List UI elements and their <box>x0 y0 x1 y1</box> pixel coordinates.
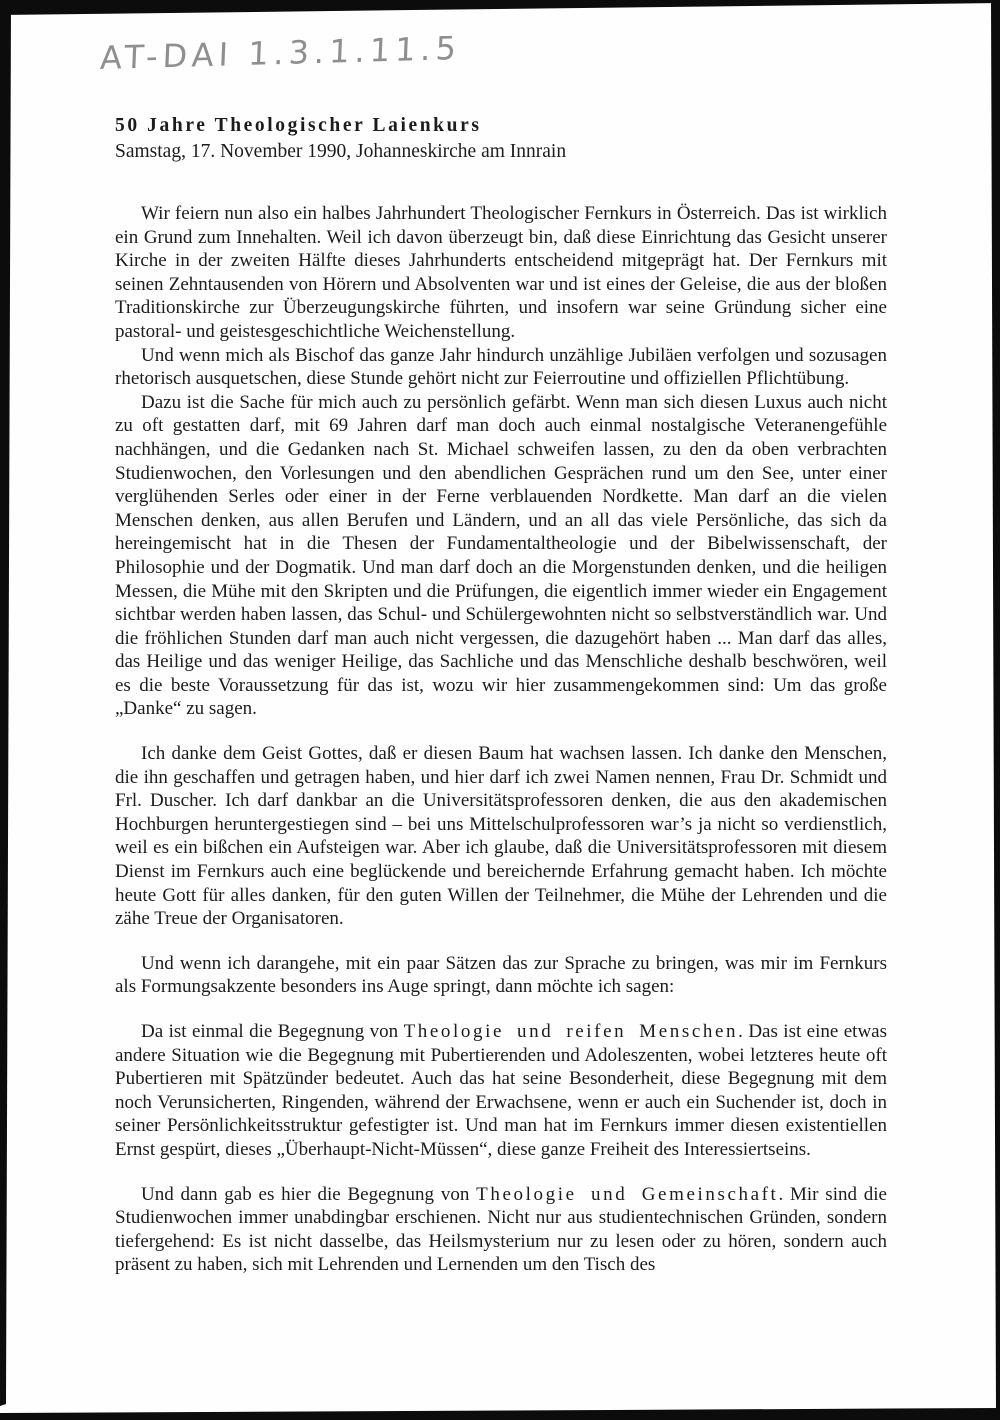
paragraph-wir-feiern: Wir feiern nun also ein halbes Jahrhundert Theologischer Fernkurs in Österreich. Das ist wirklich ein Grund zum Innehalten. Weil ich davon überzeugt bin, daß diese Einrichtung das Gesicht unserer Kirche in der zweiten Hälfte dieses Jahrhunderts entscheidend mitgeprägt hat. Der Fernkurs mit seinen Zehntausenden von Hörern und Absolventen war und ist eines der Geleise, die aus der bloßen Traditionskirche zur Überzeugungskirche führten, und insofern war seine Gründung sicher eine pastoral- und geistesgeschichtliche Weichenstellung. <box>115 203 887 342</box>
document-content <box>115 113 887 1277</box>
scan-border-left <box>0 0 11 1406</box>
paragraph-text-segment: . Mir sind die Studienwochen immer unabdingbar erschienen. Nicht nur aus studientechnischen Gründen, sondern tiefergehend: Es ist nicht dasselbe, das Heilsmysterium nur zu lesen oder zu hören, sondern auch präsent zu haben, sich mit Lehrenden und Lernenden um den Tisch des <box>115 1183 887 1276</box>
document-subtitle: Samstag, 17. November 1990, Johanneskirche am Innrain <box>115 141 567 162</box>
archive-reference-handwriting: AT-DAI 1.3.1.11.5 <box>99 28 462 78</box>
paragraph-text-segment: Und dann gab es hier die Begegnung von <box>141 1183 477 1205</box>
document-title: 50 Jahre Theologischer Laienkurs <box>115 115 482 136</box>
emphasized-spaced-text: Theologie und Gemeinschaft <box>476 1183 779 1205</box>
scan-border-top <box>0 0 1000 15</box>
document-header <box>115 113 887 165</box>
paragraph-theologie-gemeinschaft <box>115 1183 887 1277</box>
scan-border-right <box>991 0 1000 1414</box>
paragraph-text-segment: Da ist einmal die Begegnung von <box>141 1021 404 1042</box>
paragraph-persoenlich-gefaerbt: Dazu ist die Sache für mich auch zu persönlich gefärbt. Wenn man sich diesen Luxus auch nicht zu oft gestatten darf, mit 69 Jahren darf man doch auch einmal nostalgische Veteranengefühle nachhängen, und die Gedanken nach St. Michael schweifen lassen, zu den da oben verbrachten Studienwochen, den Vorlesungen und den abendlichen Gesprächen rund um den See, unter einer verglühenden Serles oder einer in der Ferne verblauenden Nordkette. Man darf an die vielen Menschen denken, aus allen Berufen und Ländern, und an all das viele Persönliche, das sich da hereingemischt hat in die Thesen der Fundamentaltheologie und der Bibelwissenschaft, der Philosophie und der Dogmatik. Und man darf doch an die Morgenstunden denken, und die heiligen Messen, die Mühe mit den Skripten und die Prüfungen, die eigentlich immer wieder ein Engagement sichtbar werden haben lassen, das Schul- und Schülergewohnten nicht so selbstverständlich war. Und die fröhlichen Stunden darf man auch nicht vergessen, die dazugehört haben ... Man darf das alles, das Heilige und das weniger Heilige, das Sachliche und das Menschliche deshalb beschwören, weil es die beste Voraussetzung für das ist, wozu wir hier zusammengekommen sind: Um das große „Danke“ zu sagen. <box>115 391 887 720</box>
paragraph-bischof-jubilaeen: Und wenn mich als Bischof das ganze Jahr hindurch unzählige Jubiläen verfolgen und sozusagen rhetorisch ausquetschen, diese Stunde gehört nicht zur Feierroutine und offiziellen Pflichtübung. <box>115 344 887 390</box>
scan-border-bottom <box>0 1408 1000 1420</box>
paragraph-formungsakzente: Und wenn ich darangehe, mit ein paar Sätzen das zur Sprache zu bringen, was mir im Fernkurs als Formungsakzente besonders ins Auge springt, dann möchte ich sagen: <box>115 952 887 998</box>
paragraph-text-segment: . Das ist eine etwas andere Situation wie die Begegnung mit Pubertierenden und Adoleszenten, wobei letzteres heute oft Pubertieren mit Spätzünder bedeutet. Auch das hat seine Besonderheit, diese Begegnung mit dem noch Verunsicherten, Ringenden, während der Erwachsene, wenn er auch ein Suchender ist, doch in seiner Persönlichkeitsstruktur gefestigter ist. Und man hat im Fernkurs immer diesen existentiellen Ernst gespürt, dieses „Überhaupt-Nicht-Müssen“, diese ganze Freiheit des Interessiertseins. <box>115 1021 887 1160</box>
paragraph-theologie-reife-menschen <box>115 1020 887 1162</box>
paragraph-dank: Ich danke dem Geist Gottes, daß er diesen Baum hat wachsen lassen. Ich danke den Menschen, die ihn geschaffen und getragen haben, und hier darf ich zwei Namen nennen, Frau Dr. Schmidt und Frl. Duscher. Ich darf dankbar an die Universitätsprofessoren denken, die aus den akademischen Hochburgen heruntergestiegen sind – bei uns Mittelschulprofessoren war’s ja nicht so verdienstlich, weil es ein bißchen ein Aufsteigen war. Aber ich glaube, daß die Universitätsprofessoren mit diesem Dienst im Fernkurs auch eine beglückende und bereichernde Erfahrung gemacht haben. Ich möchte heute Gott für alles danken, für den guten Willen der Teilnehmer, die Mühe der Lehrenden und die zähe Treue der Organisatoren. <box>115 743 887 930</box>
emphasized-spaced-text: Theologie und reifen Menschen <box>403 1021 739 1042</box>
